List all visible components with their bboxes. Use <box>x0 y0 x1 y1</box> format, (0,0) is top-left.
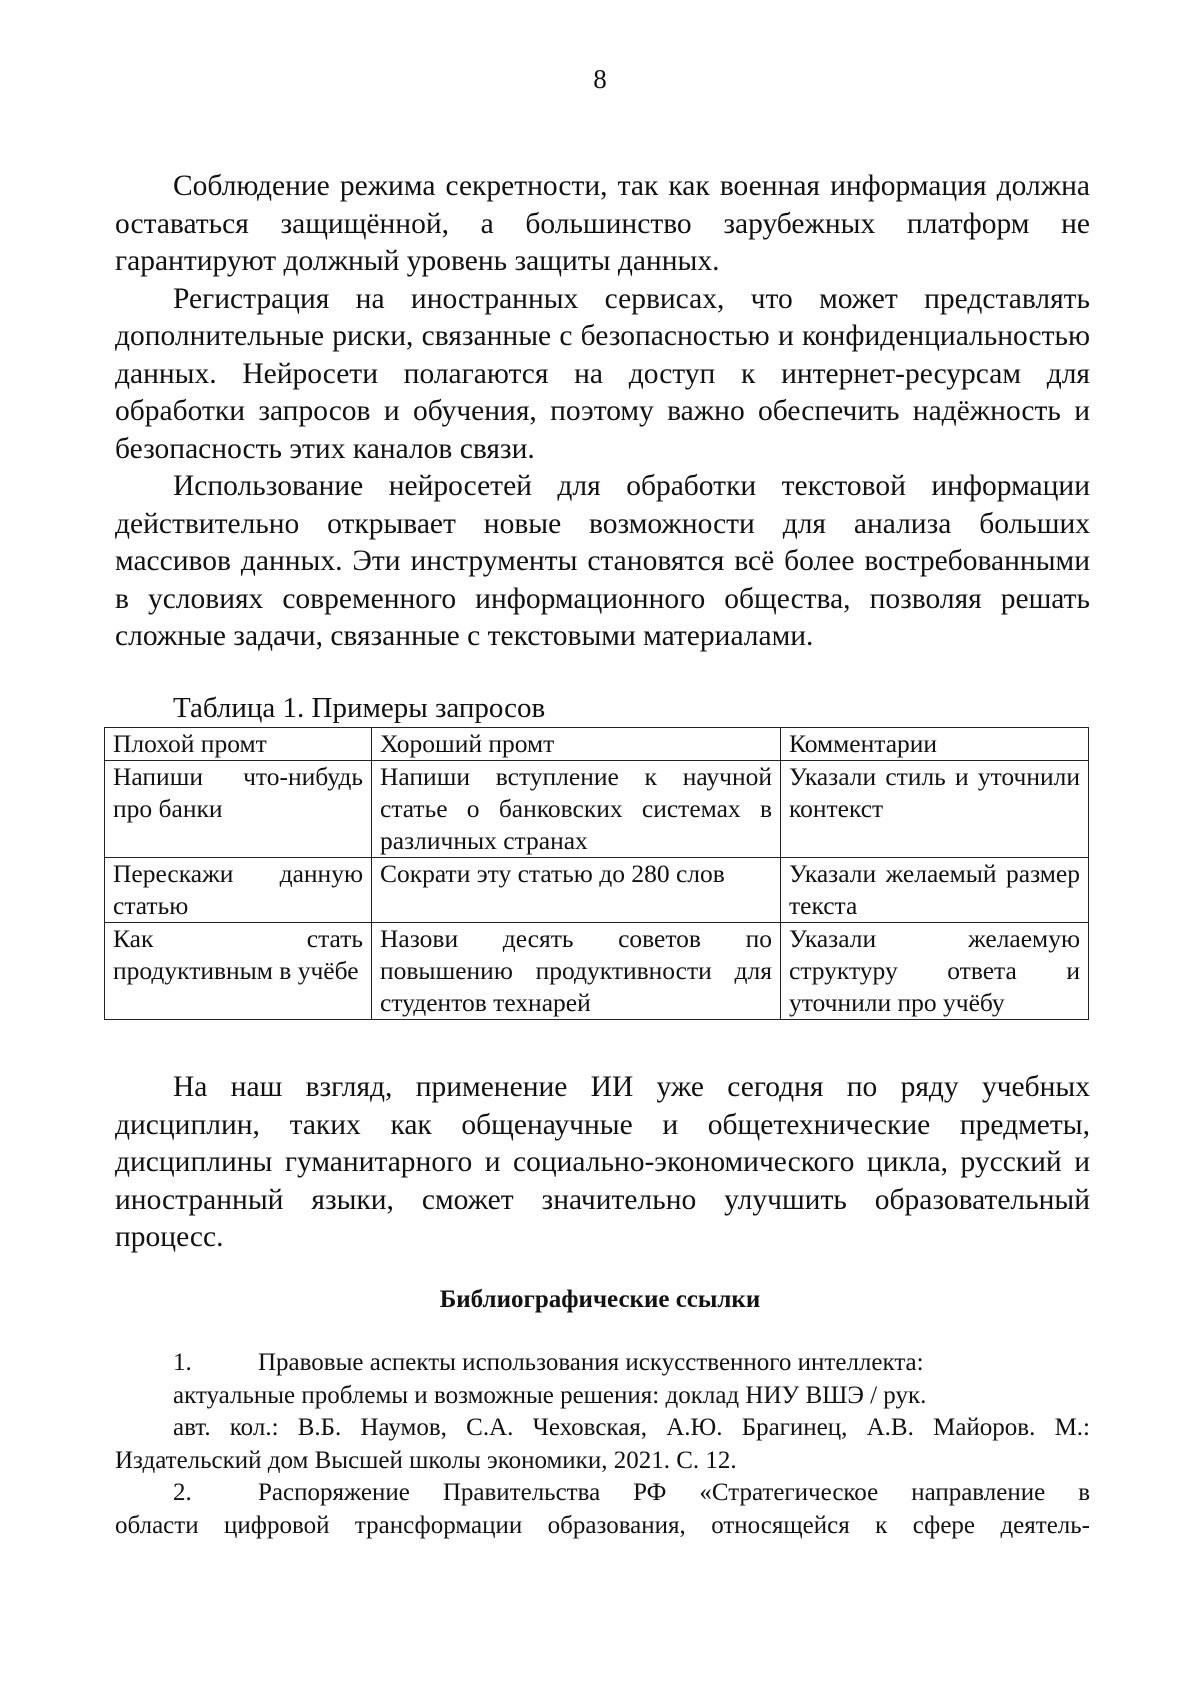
bib-line <box>115 1477 1090 1510</box>
table-row <box>105 761 1089 858</box>
bib-line: Издательский дом Высшей школы экономики, 2021. С. 12. <box>115 1446 737 1474</box>
table-cell: Напиши что-нибудь про банки <box>105 761 372 858</box>
bib-line: актуальные проблемы и возможные решения: доклад НИУ ВШЭ / рук. <box>173 1381 927 1409</box>
table-caption: Таблица 1. Примеры запросов <box>173 692 546 724</box>
table-cell: Перескажи данную статью <box>105 858 372 923</box>
bibliography-item <box>115 1477 1090 1542</box>
paragraph: Использование нейросетей для обработки текстовой информации действительно открывает новые возможности для анализа больших массивов данных. Эти инструменты становятся всё более востребованными в условиях современного информационного общества, позволяя решать сложные задачи, связанные с текстовыми материалами. <box>115 470 1090 652</box>
table-cell: Назови десять советов по повышению продуктивности для студентов технарей <box>372 923 781 1020</box>
bibliography-heading: Библиографические ссылки <box>439 1286 761 1313</box>
bib-line: области цифровой трансформации образования, относящейся к сфере деятель- <box>115 1511 1090 1539</box>
bibliography-item <box>115 1347 1090 1477</box>
page-number: 8 <box>593 64 607 94</box>
bib-line: авт. кол.: В.Б. Наумов, С.А. Чеховская, А.Ю. Брагинец, А.В. Майоров. М.: <box>173 1414 1090 1441</box>
paragraph: Соблюдение режима секретности, так как военная информация должна оставаться защищённой, а большинство зарубежных платформ не гарантируют должный уровень защиты данных. <box>115 170 1090 277</box>
table-cell: Как стать продуктивным в учёбе <box>105 923 372 1020</box>
prompts-table <box>104 727 1089 1020</box>
paragraph: На наш взгляд, применение ИИ уже сегодня по ряду учебных дисциплин, таких как общенаучные и общетехнические предметы, дисциплины гуманитарного и социально-экономического цикла, русский и иностранный языки, сможет значительно улучшить образовательный процесс. <box>115 1071 1090 1253</box>
table-row <box>105 923 1089 1020</box>
paragraph: Регистрация на иностранных сервисах, что может представлять дополнительные риски, связанные с безопасностью и конфиденциальностью данных. Нейросети полагаются на доступ к интернет-ресурсам для обработки запросов и обучения, поэтому важно обеспечить надёжность и безопасность этих каналов связи. <box>115 282 1090 465</box>
table-cell: Напиши вступление к научной статье о банковских системах в различных странах <box>372 761 781 858</box>
table-cell: Указали стиль и уточнили контекст <box>781 761 1089 858</box>
bib-number: 1. <box>173 1349 192 1376</box>
table-cell: Указали желаемый размер текста <box>781 858 1089 923</box>
bib-number: 2. <box>173 1479 192 1506</box>
bib-line <box>115 1347 1090 1380</box>
header-bad-prompt: Плохой промт <box>105 728 372 761</box>
body-text-bottom <box>115 1069 1090 1257</box>
body-text-top <box>115 168 1090 656</box>
header-comments: Комментарии <box>781 728 1089 761</box>
header-good-prompt: Хороший промт <box>372 728 781 761</box>
table-row <box>105 858 1089 923</box>
bib-text: Распоряжение Правительства РФ «Стратегическое направление в <box>258 1479 1090 1506</box>
table-cell: Сократи эту статью до 280 слов <box>372 858 781 923</box>
table-cell: Указали желаемую структуру ответа и уточнили про учёбу <box>781 923 1089 1020</box>
bib-text: Правовые аспекты использования искусственного интеллекта: <box>258 1349 924 1376</box>
table-header-row <box>105 728 1089 761</box>
